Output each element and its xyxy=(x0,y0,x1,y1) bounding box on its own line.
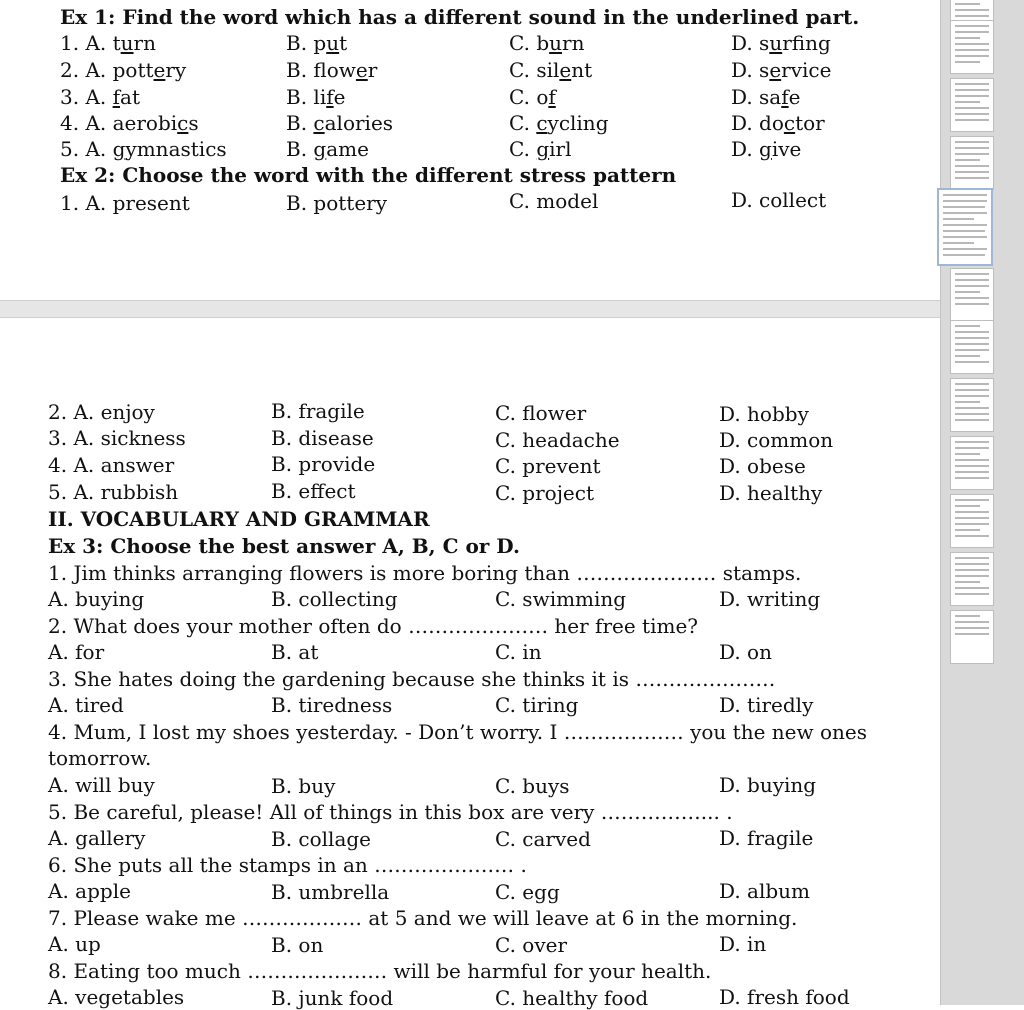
ex3-q5-c: C. carved xyxy=(495,827,591,851)
ex3-q1-c: C. swimming xyxy=(495,587,627,611)
ex3-q1-text: 1. Jim thinks arranging flowers is more boring than ………………… stamps. xyxy=(48,561,802,585)
ex3-q6-d: D. album xyxy=(719,879,811,903)
ex1-q1-c: C. burn xyxy=(509,31,585,55)
ex3-q8-a: A. vegetables xyxy=(48,985,185,1009)
ex3-q6-b: B. umbrella xyxy=(271,880,390,904)
document-page-1 xyxy=(0,0,940,300)
page-thumbnail[interactable] xyxy=(950,320,994,374)
ex2-q5-a: 5. A. rubbish xyxy=(48,480,179,504)
ex3-q5-text: 5. Be careful, please! All of things in this box are very ……………... . xyxy=(48,800,733,824)
ex3-q7-text: 7. Please wake me ……………… at 5 and we will leave at 6 in the morning. xyxy=(48,906,798,930)
section-title: II. VOCABULARY AND GRAMMAR xyxy=(48,507,430,531)
ex2-q1-d: D. collect xyxy=(731,188,827,212)
ex3-q6-a: A. apple xyxy=(48,879,131,903)
ex3-q7-c: C. over xyxy=(495,933,568,957)
ex3-q5-b: B. collage xyxy=(271,827,372,851)
ex3-q4-a: A. will buy xyxy=(48,773,155,797)
ex1-q1-d: D. surfing xyxy=(731,31,831,55)
page-thumbnail[interactable] xyxy=(950,78,994,132)
ex2-q1-b: B. pottery xyxy=(286,191,388,215)
ex3-q3-text: 3. She hates doing the gardening because she thinks it is ………………… xyxy=(48,667,776,691)
ex2-q3-b: B. disease xyxy=(271,426,374,450)
page-thumbnail[interactable] xyxy=(950,136,994,190)
ex2-q3-d: D. common xyxy=(719,428,834,452)
ex3-q2-text: 2. What does your mother often do ………………… her free time? xyxy=(48,614,699,638)
ex2-q2-b: B. fragile xyxy=(271,399,365,423)
ex1-q4-a: 4. A. aerobics xyxy=(60,111,199,135)
ex3-q8-b: B. junk food xyxy=(271,986,394,1010)
page-thumbnail[interactable] xyxy=(950,378,994,432)
ex2-q4-a: 4. A. answer xyxy=(48,453,175,477)
ex3-q5-a: A. gallery xyxy=(48,826,146,850)
ex1-q5-a: 5. A. gymnastics xyxy=(60,137,227,161)
ex3-q4-c: C. buys xyxy=(495,774,570,798)
document-page-2 xyxy=(0,318,940,1010)
ex1-title: Ex 1: Find the word which has a different sound in the underlined part. xyxy=(60,5,860,29)
ex1-q3-a: 3. A. fat xyxy=(60,85,140,109)
ex2-q2-d: D. hobby xyxy=(719,402,809,426)
page-thumbnail[interactable] xyxy=(950,268,994,322)
ex1-q1-a: 1. A. turn xyxy=(60,31,156,55)
ex2-q1-c: C. model xyxy=(509,189,599,213)
ex3-q2-b: B. at xyxy=(271,640,319,664)
page-thumbnail-current[interactable] xyxy=(937,188,993,266)
ex2-q1-a: 1. A. present xyxy=(60,191,190,215)
page-thumbnail[interactable] xyxy=(950,20,994,74)
ex3-q2-a: A. for xyxy=(48,640,105,664)
ex3-q2-d: D. on xyxy=(719,640,772,664)
page-break xyxy=(0,300,940,318)
page-thumbnail[interactable] xyxy=(950,552,994,606)
ex3-q7-b: B. on xyxy=(271,933,324,957)
ex2-q2-a: 2. A. enjoy xyxy=(48,400,155,424)
ex1-q3-b: B. life xyxy=(286,85,346,109)
ex1-q2-a: 2. A. pottery xyxy=(60,58,187,82)
ex3-q4-d: D. buying xyxy=(719,773,817,797)
ex1-q1-b: B. put xyxy=(286,31,348,55)
ex1-q2-c: C. silent xyxy=(509,58,593,82)
ex2-q2-c: C. flower xyxy=(495,401,587,425)
ex1-q3-d: D. safe xyxy=(731,85,801,109)
ex3-q4-text-cont: tomorrow. xyxy=(48,746,152,770)
ex3-q2-c: C. in xyxy=(495,640,542,664)
ex1-q2-d: D. service xyxy=(731,58,832,82)
ex3-q1-b: B. collecting xyxy=(271,587,398,611)
ex1-q4-c: C. cycling xyxy=(509,111,609,135)
ex1-q3-c: C. of xyxy=(509,85,556,109)
ex3-q5-d: D. fragile xyxy=(719,826,814,850)
ex2-q5-b: B. effect xyxy=(271,479,356,503)
ex1-q4-d: D. doctor xyxy=(731,111,825,135)
page-thumbnail[interactable] xyxy=(950,610,994,664)
ex3-q7-d: D. in xyxy=(719,932,767,956)
ex1-q2-b: B. flower xyxy=(286,58,378,82)
page-thumbnail[interactable] xyxy=(950,436,994,490)
ex2-q5-c: C. project xyxy=(495,481,594,505)
ex3-q1-a: A. buying xyxy=(48,587,145,611)
ex3-q3-b: B. tiredness xyxy=(271,693,393,717)
ex1-q5-b: B. game xyxy=(286,137,369,161)
ex3-title: Ex 3: Choose the best answer A, B, C or D. xyxy=(48,534,520,558)
page-thumbnail-sidebar xyxy=(940,0,1024,1005)
ex3-q3-d: D. tiredly xyxy=(719,693,814,717)
ex1-q5-c: C. girl xyxy=(509,137,572,161)
ex3-q3-c: C. tiring xyxy=(495,693,579,717)
ex3-q6-c: C. egg xyxy=(495,880,560,904)
ex3-q8-c: C. healthy food xyxy=(495,986,649,1010)
ex3-q8-d: D. fresh food xyxy=(719,985,850,1009)
ex2-q3-c: C. headache xyxy=(495,428,620,452)
ex2-q4-b: B. provide xyxy=(271,452,376,476)
ex3-q4-b: B. buy xyxy=(271,774,336,798)
ex1-q5-d: D. give xyxy=(731,137,802,161)
ex2-q5-d: D. healthy xyxy=(719,481,823,505)
ex2-q4-d: D. obese xyxy=(719,454,806,478)
ex3-q8-text: 8. Eating too much ………………… will be harmful for your health. xyxy=(48,959,712,983)
ex2-q3-a: 3. A. sickness xyxy=(48,426,186,450)
page-thumbnail[interactable] xyxy=(950,494,994,548)
ex3-q7-a: A. up xyxy=(48,932,101,956)
ex1-q4-b: B. calories xyxy=(286,111,394,135)
ex2-q4-c: C. prevent xyxy=(495,454,601,478)
ex3-q4-text: 4. Mum, I lost my shoes yesterday. - Don’t worry. I ……………… you the new ones xyxy=(48,720,867,744)
ex2-title: Ex 2: Choose the word with the different stress pattern xyxy=(60,163,677,187)
ex3-q6-text: 6. She puts all the stamps in an ………………… . xyxy=(48,853,527,877)
ex3-q1-d: D. writing xyxy=(719,587,821,611)
ex3-q3-a: A. tired xyxy=(48,693,124,717)
